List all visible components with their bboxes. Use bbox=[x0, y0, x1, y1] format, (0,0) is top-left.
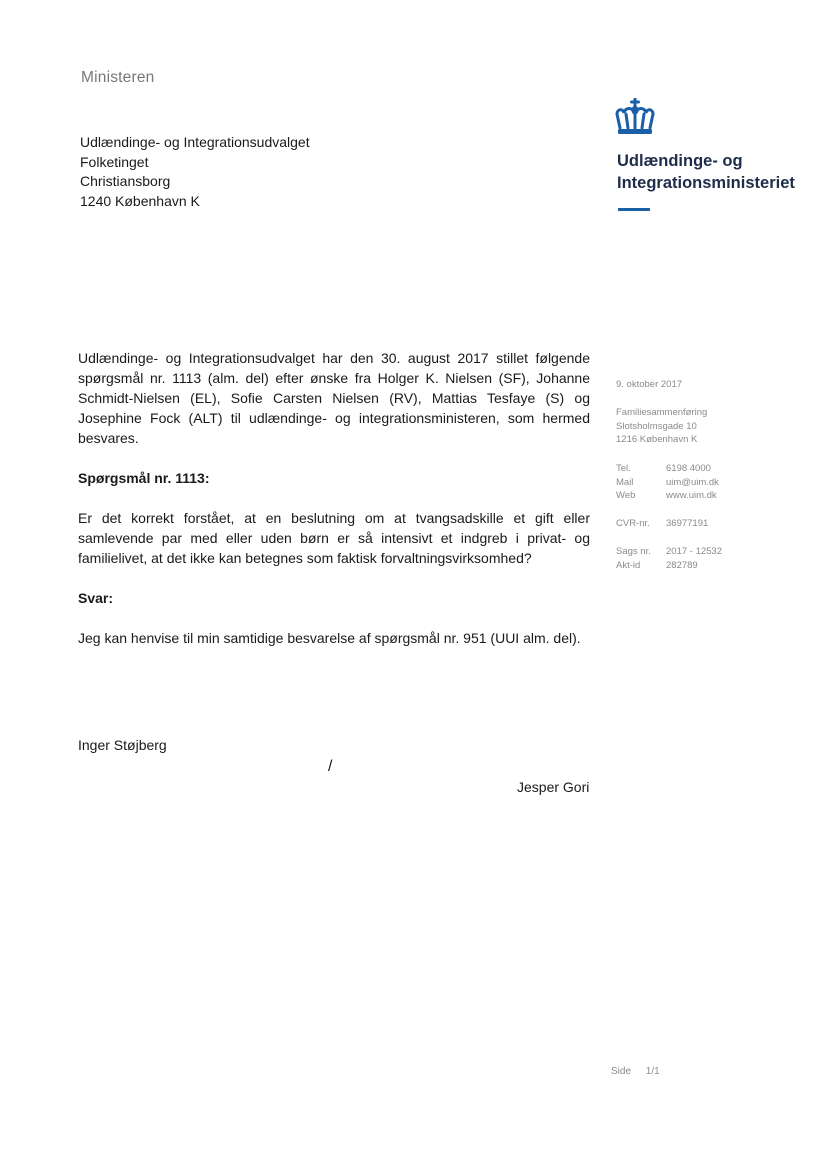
crown-icon bbox=[612, 98, 658, 136]
signature-minister: Inger Støjberg bbox=[78, 737, 167, 753]
recipient-line: Udlændinge- og Integrationsudvalget bbox=[80, 134, 310, 150]
signature-separator: / bbox=[328, 758, 333, 775]
page-value: 1/1 bbox=[645, 1066, 660, 1077]
case-label: Akt-id bbox=[616, 559, 641, 571]
contact-row bbox=[616, 462, 719, 476]
office-line: Slotsholmsgade 10 bbox=[616, 420, 697, 432]
case-value: 2017 - 12532 bbox=[666, 546, 722, 557]
answer-text: Jeg kan henvise til min samtidige besvarelse af spørgsmål nr. 951 (UUI alm. del). bbox=[78, 630, 581, 646]
answer-heading: Svar: bbox=[78, 590, 114, 606]
recipient-line: Christiansborg bbox=[80, 173, 171, 189]
question-heading: Spørgsmål nr. 1113: bbox=[78, 470, 210, 486]
cvr-value: 36977191 bbox=[666, 518, 709, 529]
contact-row bbox=[616, 489, 719, 503]
contact-label: Mail bbox=[616, 476, 634, 488]
page-number bbox=[611, 1066, 660, 1077]
contact-value: www.uim.dk bbox=[666, 490, 717, 501]
contact-value: uim@uim.dk bbox=[666, 476, 719, 488]
contact-row bbox=[616, 476, 719, 490]
question-text: Er det korrekt forstået, at en beslutning om at tvangsadskille et gift eller samlevende par med eller uden børn er så intensivt et indgreb i privat- og familielivet, at det ikke kan betegnes som faktisk forvaltningsvirksomhed? bbox=[78, 510, 590, 566]
recipient-address bbox=[80, 133, 310, 211]
contact-label: Tel. bbox=[616, 463, 631, 474]
case-row bbox=[616, 545, 722, 559]
sender-title: Ministeren bbox=[81, 69, 155, 86]
case-label: Sags nr. bbox=[616, 546, 651, 557]
case-value: 282789 bbox=[666, 559, 698, 571]
ministry-name-line1: Udlændinge- og bbox=[617, 152, 743, 170]
office-line: 1216 København K bbox=[616, 434, 698, 445]
letter-body bbox=[78, 348, 590, 648]
recipient-line: Folketinget bbox=[80, 153, 149, 170]
ministry-name-line2: Integrationsministeriet bbox=[617, 174, 795, 192]
case-info bbox=[616, 545, 722, 572]
contact-info bbox=[616, 462, 719, 503]
cvr-info bbox=[616, 517, 708, 531]
intro-paragraph: Udlændinge- og Integrationsudvalget har den 30. august 2017 stillet følgende spørgsmål nr. 1113 (alm. del) efter ønske fra Holger K. Nielsen (SF), Johanne Schmidt-Nielsen (EL), Sofie Carsten Nielsen (RV), Mattias Tesfaye (S) og Josephine Fock (ALT) til udlændinge- og integrationsministeren, som hermed besvares. bbox=[78, 350, 590, 446]
office-address bbox=[616, 406, 707, 447]
letter-date: 9. oktober 2017 bbox=[616, 379, 683, 390]
ministry-name bbox=[617, 150, 812, 194]
cvr-label: CVR-nr. bbox=[616, 518, 650, 529]
page-label: Side bbox=[611, 1066, 632, 1077]
office-line: Familiesammenføring bbox=[616, 407, 708, 418]
case-row bbox=[616, 559, 722, 573]
contact-label: Web bbox=[616, 490, 636, 501]
logo-accent-bar bbox=[618, 208, 650, 211]
contact-value: 6198 4000 bbox=[666, 463, 711, 474]
signature-official: Jesper Gori bbox=[517, 779, 590, 795]
recipient-line: 1240 København K bbox=[80, 192, 200, 209]
